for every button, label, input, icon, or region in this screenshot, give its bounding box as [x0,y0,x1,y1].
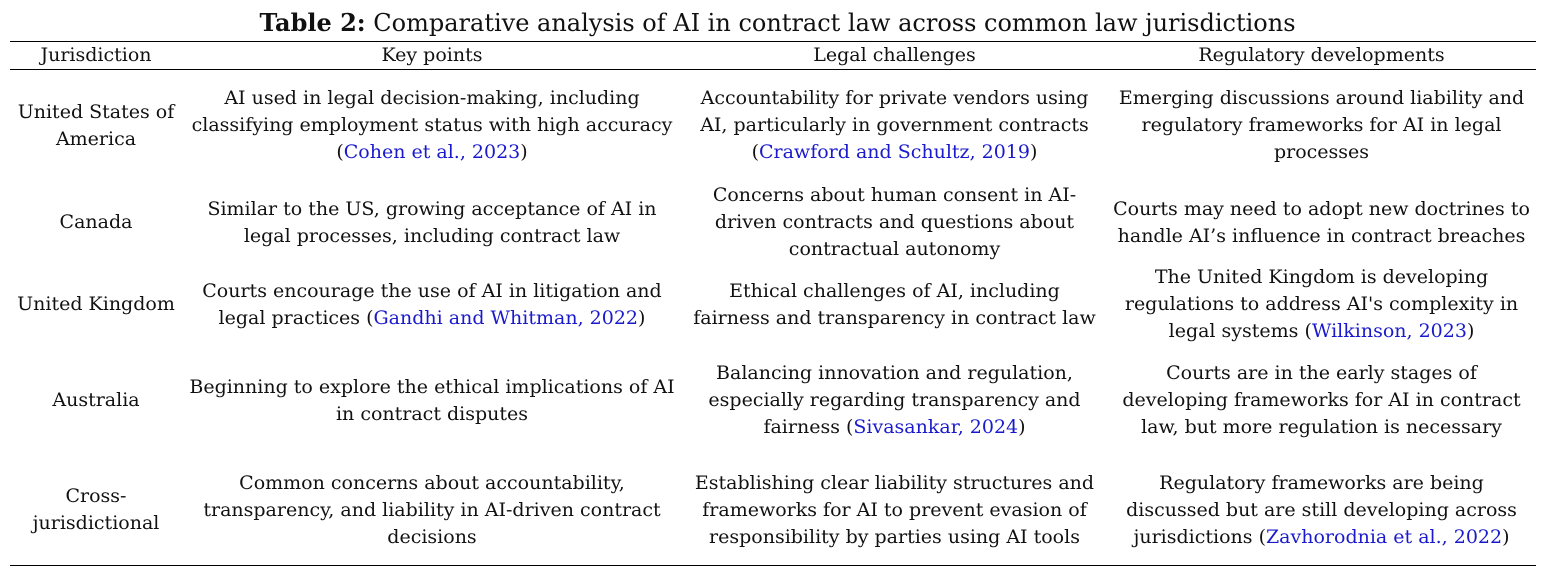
cell-regulatory [1107,346,1536,456]
table-caption [0,8,1555,38]
regulatory-after: ) [1502,525,1510,548]
comparison-table [10,41,1536,566]
citation-link[interactable]: Gandhi and Whitman, 2022 [373,306,639,329]
jurisdiction-text: Canada [59,211,133,233]
regulatory-text: Emerging discussions around liability and regulatory frameworks for AI in legal processes [1118,87,1525,164]
legal-challenges-text: Ethical challenges of AI, including fairness and transparency in contract law [693,279,1096,329]
header-regulatory-developments: Regulatory developments [1107,42,1536,70]
cell-legal-challenges [682,182,1107,264]
table-row [10,182,1536,264]
header-key-points: Key points [182,42,682,70]
cell-legal-challenges [682,346,1107,456]
regulatory-text: The United Kingdom is developing regulations to address AI's complexity in legal systems ( [1124,266,1519,342]
regulatory-after: ) [1466,320,1475,342]
jurisdiction-text: United Kingdom [17,293,175,315]
cell-jurisdiction [10,346,182,456]
regulatory-text: Regulatory frameworks are being discussed but are still developing across jurisdictions ( [1126,471,1517,548]
cell-regulatory [1107,182,1536,264]
header-row [10,42,1536,70]
citation-link[interactable]: Crawford and Schultz, 2019 [758,141,1031,164]
legal-challenges-text: Accountability for private vendors using AI, particularly in government contracts ( [700,87,1089,164]
citation-link[interactable]: Sivasankar, 2024 [853,416,1019,438]
key-points-text: Courts encourage the use of AI in litigation and legal practices ( [202,279,662,329]
cell-key-points [182,70,682,182]
cell-key-points [182,182,682,264]
table-caption-text: Comparative analysis of AI in contract law across common law jurisdictions [365,9,1296,37]
key-points-after: ) [520,141,528,164]
cell-jurisdiction [10,456,182,566]
legal-challenges-text: Concerns about human consent in AI-driven contracts and questions about contractual autonomy [712,184,1077,260]
cell-regulatory [1107,264,1536,346]
key-points-text: AI used in legal decision-making, including classifying employment status with high accuracy ( [191,87,673,164]
citation-link[interactable]: Cohen et al., 2023 [343,141,521,164]
legal-challenges-text: Establishing clear liability structures and frameworks for AI to prevent evasion of responsibility by parties using AI tools [694,471,1095,548]
key-points-after: ) [638,306,646,329]
regulatory-text: Courts are in the early stages of developing frameworks for AI in contract law, but more regulation is necessary [1122,362,1521,438]
key-points-text: Similar to the US, growing acceptance of AI in legal processes, including contract law [207,197,657,247]
key-points-text: Common concerns about accountability, transparency, and liability in AI-driven contract decisions [203,471,661,548]
legal-challenges-after: ) [1018,416,1026,438]
legal-challenges-after: ) [1030,141,1038,164]
cell-regulatory [1107,456,1536,566]
cell-key-points [182,346,682,456]
legal-challenges-text: Balancing innovation and regulation, especially regarding transparency and fairness ( [708,362,1081,438]
cell-key-points [182,264,682,346]
citation-link[interactable]: Wilkinson, 2023 [1311,320,1467,342]
cell-jurisdiction [10,70,182,182]
table-caption-label: Table 2: [259,8,366,37]
table-row [10,70,1536,182]
jurisdiction-text: Australia [52,389,140,411]
header-legal-challenges: Legal challenges [682,42,1107,70]
jurisdiction-text: Cross-jurisdictional [32,485,160,535]
cell-legal-challenges [682,70,1107,182]
jurisdiction-text: United States of America [17,100,175,150]
header-jurisdiction: Jurisdiction [10,42,182,70]
regulatory-text: Courts may need to adopt new doctrines to handle AI’s influence in contract breaches [1113,197,1530,247]
cell-legal-challenges [682,456,1107,566]
cell-jurisdiction [10,264,182,346]
citation-link[interactable]: Zavhorodnia et al., 2022 [1265,525,1503,548]
table-row [10,264,1536,346]
table-row [10,346,1536,456]
key-points-text: Beginning to explore the ethical implications of AI in contract disputes [189,375,675,425]
cell-jurisdiction [10,182,182,264]
table-row [10,456,1536,566]
cell-regulatory [1107,70,1536,182]
cell-key-points [182,456,682,566]
cell-legal-challenges [682,264,1107,346]
